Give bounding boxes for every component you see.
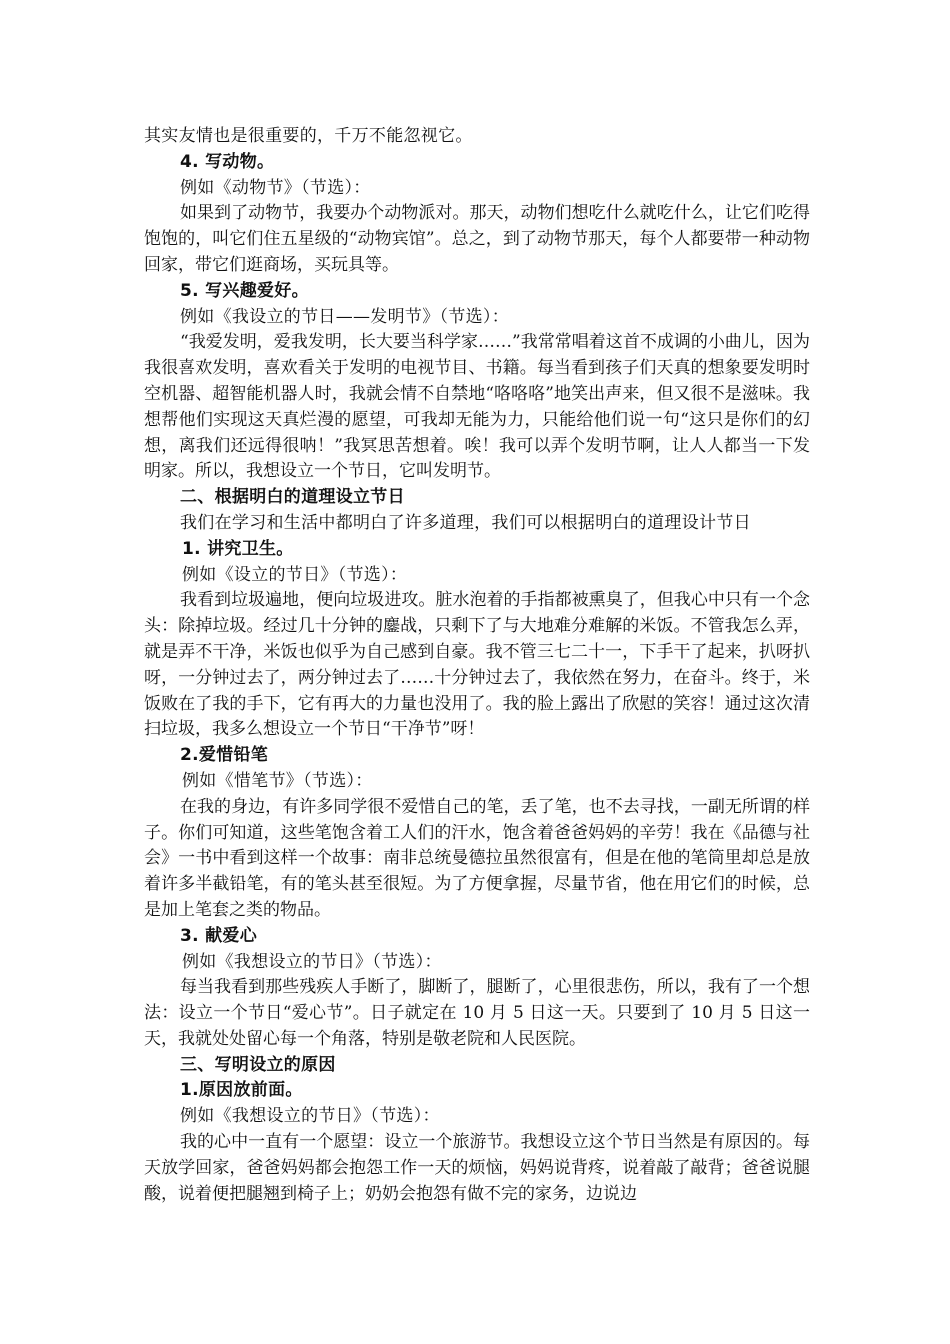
example-paragraph: 每当我看到那些残疾人手断了，脚断了，腿断了，心里很悲伤，所以，我有了一个想法：设立一个节日“爱心节”。日子就定在 10 月 5 日这一天。只要到了 10 月 5 日这一天，我就处处留心每一个角落，特别是敬老院和人民医院。	[144, 977, 810, 1049]
subheading-reason-first: 1.原因放前面。	[180, 1080, 303, 1101]
example-caption: 例如《动物节》（节选）：	[180, 177, 371, 198]
subheading-love: 3. 献爱心	[180, 925, 258, 946]
document-body	[144, 124, 810, 1207]
subheading-pencils: 2.爱惜铅笔	[180, 745, 269, 766]
example-caption: 例如《我设立的节日——发明节》（节选）：	[180, 306, 509, 327]
example-caption: 例如《设立的节日》（节选）：	[182, 564, 408, 585]
example-paragraph: 在我的身边，有许多同学很不爱惜自己的笔，丢了笔，也不去寻找，一副无所谓的样子。你们可知道，这些笔饱含着工人们的汗水，饱含着爸爸妈妈的辛劳！我在《品德与社会》一书中看到这样一个故事：南非总统曼德拉虽然很富有，但是在他的笔筒里却总是放着许多半截铅笔，有的笔头甚至很短。为了方便拿握，尽量节省，他在用它们的时候，总是加上笔套之类的物品。	[144, 796, 810, 920]
subheading-write-animals: 4. 写动物。	[180, 151, 275, 172]
example-paragraph: 如果到了动物节，我要办个动物派对。那天，动物们想吃什么就吃什么，让它们吃得饱饱的，叫它们住五星级的“动物宾馆”。总之，到了动物节那天，每个人都要带一种动物回家，带它们逛商场，买玩具等。	[144, 203, 810, 275]
example-paragraph: 我看到垃圾遍地，便向垃圾进攻。脏水泡着的手指都被熏臭了，但我心中只有一个念头：除掉垃圾。经过几十分钟的鏖战，只剩下了与大地难分难解的米饭。不管我怎么弄，就是弄不干净，米饭也似乎为自己感到自豪。我不管三七二十一，下手干了起来，扒呀扒呀，一分钟过去了，两分钟过去了……十分钟过去了，我依然在努力，在奋斗。终于，米饭败在了我的手下，它有再大的力量也没用了。我的脸上露出了欣慰的笑容！通过这次清扫垃圾，我多么想设立一个节日“干净节”呀！	[144, 590, 810, 740]
text-line: 其实友情也是很重要的，千万不能忽视它。	[144, 126, 473, 146]
example-caption: 例如《我想设立的节日》（节选）：	[180, 1106, 440, 1127]
example-paragraph: 我的心中一直有一个愿望：设立一个旅游节。我想设立这个节日当然是有原因的。每天放学回家，爸爸妈妈都会抱怨工作一天的烦恼，妈妈说背疼，说着敲了敲背；爸爸说腿酸，说着便把腿翘到椅子上；奶奶会抱怨有做不完的家务，边说边	[144, 1132, 810, 1204]
example-caption: 例如《我想设立的节日》（节选）：	[182, 951, 442, 972]
example-caption: 例如《惜笔节》（节选）：	[182, 770, 373, 791]
section-heading-3: 三、写明设立的原因	[180, 1054, 336, 1075]
subheading-hygiene: 1. 讲究卫生。	[182, 538, 294, 559]
subheading-write-hobbies: 5. 写兴趣爱好。	[180, 280, 309, 301]
section-intro: 我们在学习和生活中都明白了许多道理，我们可以根据明白的道理设计节日	[180, 512, 751, 533]
section-heading-2: 二、根据明白的道理设立节日	[180, 487, 405, 508]
example-paragraph: “我爱发明，爱我发明，长大要当科学家……”我常常唱着这首不成调的小曲儿，因为我很喜欢发明，喜欢看关于发明的电视节目、书籍。每当看到孩子们天真的想象要发明时空机器、超智能机器人时，我就会情不自禁地“咯咯咯”地笑出声来，但又很不是滋味。我想帮他们实现这天真烂漫的愿望，可我却无能为力，只能给他们说一句“这只是你们的幻想，离我们还远得很呐！”我冥思苦想着。唉！我可以弄个发明节啊，让人人都当一下发明家。所以，我想设立一个节日，它叫发明节。	[144, 332, 810, 482]
